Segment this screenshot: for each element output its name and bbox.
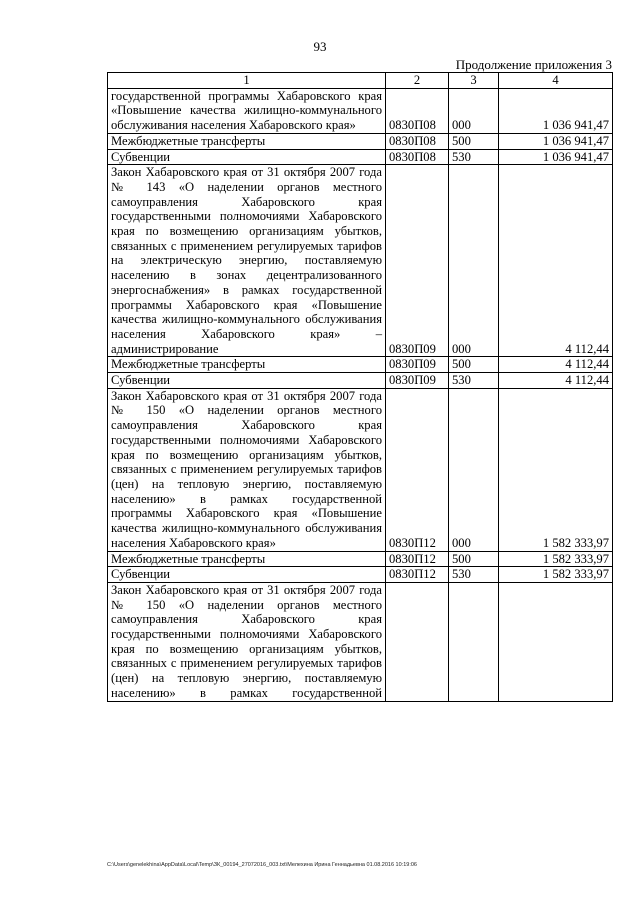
appendix-table <box>107 72 613 702</box>
row-type: 500 <box>449 133 499 149</box>
header-col-2: 2 <box>386 73 449 89</box>
table-row <box>108 133 613 149</box>
row-amount: 1 036 941,47 <box>499 133 613 149</box>
row-name: Субвенции <box>108 373 386 389</box>
row-amount: 1 582 333,97 <box>499 551 613 567</box>
row-code: 0830П08 <box>386 149 449 165</box>
row-code: 0830П08 <box>386 133 449 149</box>
row-amount <box>499 582 613 701</box>
table-row <box>108 149 613 165</box>
row-amount: 1 036 941,47 <box>499 88 613 133</box>
row-name: государственной программы Хабаровского края «Повышение качества жилищно-коммунального обслуживания населения Хабаровского края» <box>108 88 386 133</box>
row-type: 530 <box>449 567 499 583</box>
header-col-3: 3 <box>449 73 499 89</box>
continuation-label: Продолжение приложения 3 <box>455 57 612 72</box>
row-code: 0830П12 <box>386 551 449 567</box>
row-amount: 4 112,44 <box>499 165 613 357</box>
table-row <box>108 373 613 389</box>
row-type: 500 <box>449 551 499 567</box>
row-name: Межбюджетные трансферты <box>108 551 386 567</box>
table-row <box>108 88 613 133</box>
row-type: 000 <box>449 88 499 133</box>
row-type <box>449 582 499 701</box>
row-code: 0830П12 <box>386 567 449 583</box>
row-type: 000 <box>449 388 499 551</box>
row-code <box>386 582 449 701</box>
row-type: 530 <box>449 149 499 165</box>
row-amount: 1 582 333,97 <box>499 567 613 583</box>
row-code: 0830П08 <box>386 88 449 133</box>
row-name: Субвенции <box>108 149 386 165</box>
row-name: Межбюджетные трансферты <box>108 133 386 149</box>
row-name: Межбюджетные трансферты <box>108 357 386 373</box>
table-row <box>108 567 613 583</box>
row-name: Закон Хабаровского края от 31 октября 2007 года № 150 «О наделении органов местного самоуправления Хабаровского края государственными полномочиями Хабаровского края по возмещению организациям убытков, связанных с применением регулируемых тарифов (цен) на тепловую энергию, поставляемую населению» в рамках государственной <box>108 582 386 701</box>
header-col-4: 4 <box>499 73 613 89</box>
row-name: Субвенции <box>108 567 386 583</box>
header-col-1: 1 <box>108 73 386 89</box>
row-code: 0830П09 <box>386 373 449 389</box>
row-type: 000 <box>449 165 499 357</box>
row-code: 0830П09 <box>386 357 449 373</box>
row-amount: 4 112,44 <box>499 373 613 389</box>
row-amount: 1 582 333,97 <box>499 388 613 551</box>
row-code: 0830П09 <box>386 165 449 357</box>
row-type: 500 <box>449 357 499 373</box>
table-header-row <box>108 73 613 89</box>
page-number: 93 <box>313 39 327 54</box>
table-row <box>108 165 613 357</box>
table-row <box>108 357 613 373</box>
row-type: 530 <box>449 373 499 389</box>
row-code: 0830П12 <box>386 388 449 551</box>
row-amount: 4 112,44 <box>499 357 613 373</box>
row-amount: 1 036 941,47 <box>499 149 613 165</box>
row-name: Закон Хабаровского края от 31 октября 2007 года № 143 «О наделении органов местного самоуправления Хабаровского края государственными полномочиями Хабаровского края по возмещению организациям убытков, связанных с применением регулируемых тарифов на электрическую энергию, поставляемую населению в зонах децентрализованного энергоснабжения» в рамках государственной программы Хабаровского края «Повышение качества жилищно-коммунального обслуживания населения Хабаровского края» – администрирование <box>108 165 386 357</box>
table-row <box>108 388 613 551</box>
row-name: Закон Хабаровского края от 31 октября 2007 года № 150 «О наделении органов местного самоуправления Хабаровского края государственными полномочиями Хабаровского края по возмещению организациям убытков, связанных с применением регулируемых тарифов (цен) на тепловую энергию, поставляемую населению» в рамках государственной программы Хабаровского края «Повышение качества жилищно-коммунального обслуживания населения Хабаровского края» <box>108 388 386 551</box>
table-row <box>108 582 613 701</box>
table-row <box>108 551 613 567</box>
document-footer-path: C:\Users\genelekhina\AppData\Local\Temp\ЗК_00194_27072016_003.txt\Мелехина Ирина Геннадьевна 01.08.2016 10:19:06 <box>107 862 417 868</box>
